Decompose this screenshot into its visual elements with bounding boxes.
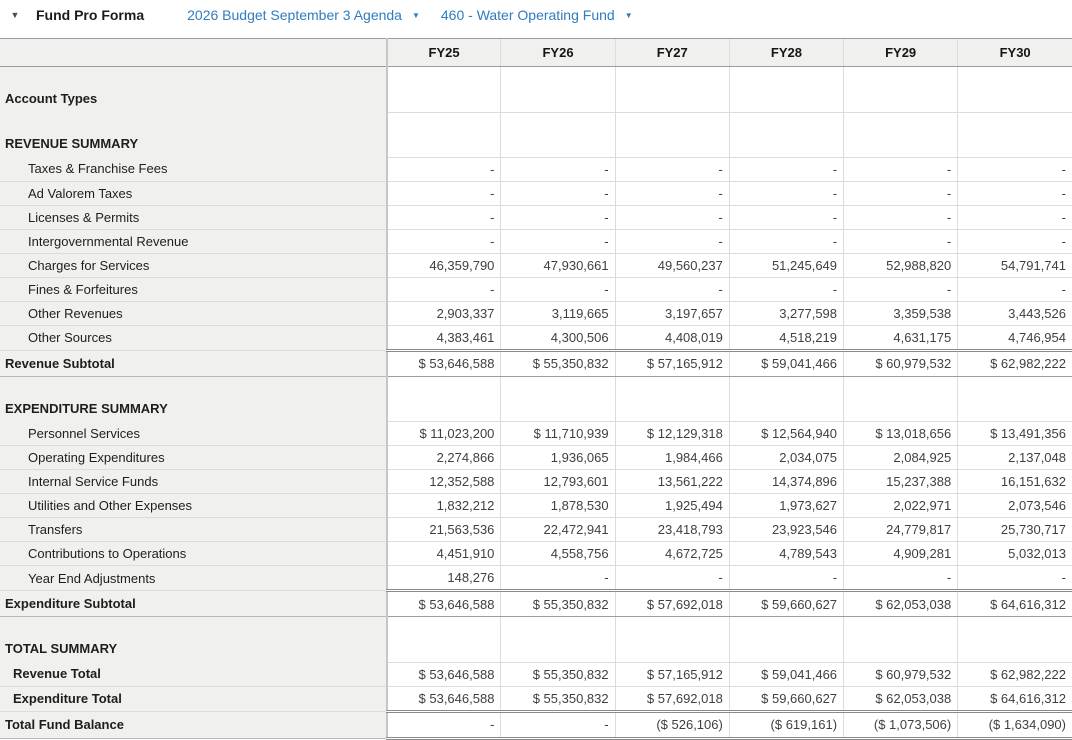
row-label-cell: EXPENDITURE SUMMARY: [0, 376, 387, 422]
table-row-expenditure-subtotal: [0, 591, 1072, 617]
value-cell: [844, 617, 958, 663]
row-label-cell: Account Types: [0, 67, 387, 113]
column-header-fy25: FY25: [387, 39, 501, 67]
value-cell: 52,988,820: [844, 253, 958, 277]
value-cell: $ 53,646,588: [387, 350, 501, 376]
value-cell: 5,032,013: [958, 542, 1072, 566]
value-cell: -: [729, 277, 843, 301]
value-cell: 54,791,741: [958, 253, 1072, 277]
row-label-cell: Taxes & Franchise Fees: [0, 157, 387, 181]
value-cell: 4,672,725: [615, 542, 729, 566]
table-row-expenditure-summary: [0, 376, 1072, 422]
value-cell: 4,518,219: [729, 325, 843, 350]
value-cell: 14,374,896: [729, 470, 843, 494]
value-cell: $ 53,646,588: [387, 686, 501, 711]
row-label-cell: Ad Valorem Taxes: [0, 181, 387, 205]
value-cell: $ 55,350,832: [501, 686, 615, 711]
value-cell: 4,746,954: [958, 325, 1072, 350]
value-cell: -: [844, 566, 958, 591]
row-label-cell: Other Sources: [0, 325, 387, 350]
value-cell: [844, 67, 958, 113]
value-cell: -: [387, 229, 501, 253]
table-row-contributions-to-operations: [0, 542, 1072, 566]
value-cell: 23,418,793: [615, 518, 729, 542]
value-cell: -: [615, 181, 729, 205]
row-label-cell: Total Fund Balance: [0, 711, 387, 738]
table-row-ad-valorem-taxes: [0, 181, 1072, 205]
value-cell: [387, 376, 501, 422]
value-cell: $ 59,660,627: [729, 686, 843, 711]
table-row-revenue-summary: [0, 112, 1072, 157]
value-cell: 3,119,665: [501, 301, 615, 325]
value-cell: 23,923,546: [729, 518, 843, 542]
table-row-transfers: [0, 518, 1072, 542]
value-cell: [387, 67, 501, 113]
table-row-fines-forfeitures: [0, 277, 1072, 301]
column-header-row: [0, 39, 1072, 67]
value-cell: $ 62,982,222: [958, 662, 1072, 686]
row-label-cell: Revenue Total: [0, 662, 387, 686]
value-cell: $ 11,710,939: [501, 422, 615, 446]
value-cell: [501, 112, 615, 157]
value-cell: -: [615, 205, 729, 229]
value-cell: 4,789,543: [729, 542, 843, 566]
row-label-cell: Personnel Services: [0, 422, 387, 446]
page-title: Fund Pro Forma: [36, 7, 145, 23]
value-cell: 2,137,048: [958, 446, 1072, 470]
value-cell: $ 60,979,532: [844, 350, 958, 376]
value-cell: [615, 617, 729, 663]
value-cell: -: [387, 277, 501, 301]
value-cell: -: [958, 181, 1072, 205]
column-header-fy28: FY28: [729, 39, 843, 67]
value-cell: 3,443,526: [958, 301, 1072, 325]
value-cell: -: [958, 205, 1072, 229]
value-cell: $ 59,041,466: [729, 662, 843, 686]
value-cell: $ 57,692,018: [615, 591, 729, 617]
value-cell: ($ 619,161): [729, 711, 843, 738]
row-label-cell: Utilities and Other Expenses: [0, 494, 387, 518]
value-cell: $ 55,350,832: [501, 591, 615, 617]
value-cell: 3,359,538: [844, 301, 958, 325]
row-label-cell: Other Revenues: [0, 301, 387, 325]
value-cell: 22,472,941: [501, 518, 615, 542]
value-cell: $ 62,982,222: [958, 350, 1072, 376]
value-cell: -: [501, 229, 615, 253]
value-cell: 2,084,925: [844, 446, 958, 470]
value-cell: 24,779,817: [844, 518, 958, 542]
value-cell: $ 55,350,832: [501, 662, 615, 686]
table-row-utilities-and-other-expenses: [0, 494, 1072, 518]
value-cell: 2,022,971: [844, 494, 958, 518]
value-cell: 12,793,601: [501, 470, 615, 494]
value-cell: -: [615, 277, 729, 301]
row-label-cell: Expenditure Subtotal: [0, 591, 387, 617]
value-cell: -: [958, 157, 1072, 181]
value-cell: $ 11,023,200: [387, 422, 501, 446]
value-cell: 148,276: [387, 566, 501, 591]
column-header-fy29: FY29: [844, 39, 958, 67]
value-cell: 4,408,019: [615, 325, 729, 350]
toolbar: [0, 0, 1072, 38]
value-cell: -: [615, 229, 729, 253]
value-cell: -: [615, 157, 729, 181]
value-cell: -: [387, 205, 501, 229]
value-cell: ($ 1,073,506): [844, 711, 958, 738]
table-row-revenue-total: [0, 662, 1072, 686]
value-cell: 3,197,657: [615, 301, 729, 325]
budget-version-dropdown-label: 2026 Budget September 3 Agenda: [187, 7, 402, 23]
value-cell: 49,560,237: [615, 253, 729, 277]
row-label-cell: Revenue Subtotal: [0, 350, 387, 376]
table-row-charges-for-services: [0, 253, 1072, 277]
value-cell: [729, 376, 843, 422]
value-cell: 4,909,281: [844, 542, 958, 566]
value-cell: $ 53,646,588: [387, 662, 501, 686]
value-cell: 1,936,065: [501, 446, 615, 470]
row-label-cell: Year End Adjustments: [0, 566, 387, 591]
value-cell: [958, 112, 1072, 157]
value-cell: -: [615, 566, 729, 591]
value-cell: [729, 617, 843, 663]
value-cell: -: [958, 277, 1072, 301]
value-cell: $ 13,491,356: [958, 422, 1072, 446]
value-cell: -: [844, 205, 958, 229]
value-cell: $ 55,350,832: [501, 350, 615, 376]
row-label-cell: Licenses & Permits: [0, 205, 387, 229]
value-cell: 1,878,530: [501, 494, 615, 518]
value-cell: $ 64,616,312: [958, 591, 1072, 617]
table-row-account-types: [0, 67, 1072, 113]
value-cell: [844, 376, 958, 422]
value-cell: 2,274,866: [387, 446, 501, 470]
value-cell: 1,832,212: [387, 494, 501, 518]
table-row-taxes-franchise-fees: [0, 157, 1072, 181]
column-header-fy26: FY26: [501, 39, 615, 67]
row-label-cell: Fines & Forfeitures: [0, 277, 387, 301]
value-cell: [387, 112, 501, 157]
value-cell: 2,034,075: [729, 446, 843, 470]
row-label-cell: Transfers: [0, 518, 387, 542]
value-cell: 12,352,588: [387, 470, 501, 494]
value-cell: 1,925,494: [615, 494, 729, 518]
fund-dropdown[interactable]: [441, 5, 633, 26]
budget-version-dropdown[interactable]: [187, 5, 420, 26]
table-row-year-end-adjustments: [0, 566, 1072, 591]
value-cell: 3,277,598: [729, 301, 843, 325]
value-cell: $ 62,053,038: [844, 686, 958, 711]
value-cell: -: [844, 229, 958, 253]
value-cell: 1,984,466: [615, 446, 729, 470]
value-cell: -: [501, 181, 615, 205]
value-cell: 4,300,506: [501, 325, 615, 350]
value-cell: $ 59,041,466: [729, 350, 843, 376]
value-cell: [958, 67, 1072, 113]
value-cell: -: [844, 181, 958, 205]
table-row-licenses-permits: [0, 205, 1072, 229]
value-cell: $ 12,564,940: [729, 422, 843, 446]
value-cell: -: [501, 157, 615, 181]
value-cell: 4,631,175: [844, 325, 958, 350]
table-row-expenditure-total: [0, 686, 1072, 711]
value-cell: -: [729, 157, 843, 181]
value-cell: $ 57,692,018: [615, 686, 729, 711]
value-cell: [958, 376, 1072, 422]
value-cell: [501, 376, 615, 422]
column-header-fy30: FY30: [958, 39, 1072, 67]
table-row-revenue-subtotal: [0, 350, 1072, 376]
value-cell: -: [844, 157, 958, 181]
value-cell: 4,383,461: [387, 325, 501, 350]
value-cell: -: [729, 205, 843, 229]
collapse-caret-down-icon[interactable]: ▼: [10, 10, 20, 20]
caret-down-icon: ▼: [624, 11, 633, 20]
value-cell: [501, 617, 615, 663]
value-cell: -: [501, 277, 615, 301]
value-cell: -: [387, 181, 501, 205]
row-label-cell: Charges for Services: [0, 253, 387, 277]
value-cell: [501, 67, 615, 113]
value-cell: -: [387, 711, 501, 738]
value-cell: $ 59,660,627: [729, 591, 843, 617]
fund-dropdown-label: 460 - Water Operating Fund: [440, 7, 615, 23]
value-cell: $ 57,165,912: [615, 350, 729, 376]
table-row-total-summary: [0, 617, 1072, 663]
value-cell: 16,151,632: [958, 470, 1072, 494]
value-cell: -: [729, 229, 843, 253]
value-cell: $ 13,018,656: [844, 422, 958, 446]
value-cell: 4,558,756: [501, 542, 615, 566]
value-cell: -: [958, 229, 1072, 253]
row-label-cell: Intergovernmental Revenue: [0, 229, 387, 253]
row-label-cell: Internal Service Funds: [0, 470, 387, 494]
value-cell: -: [501, 711, 615, 738]
value-cell: -: [501, 566, 615, 591]
value-cell: $ 57,165,912: [615, 662, 729, 686]
corner-header-cell: [0, 39, 387, 67]
value-cell: 2,903,337: [387, 301, 501, 325]
value-cell: $ 60,979,532: [844, 662, 958, 686]
value-cell: -: [729, 181, 843, 205]
value-cell: [615, 67, 729, 113]
value-cell: -: [387, 157, 501, 181]
value-cell: 21,563,536: [387, 518, 501, 542]
fund-pro-forma-table: [0, 38, 1072, 740]
value-cell: 51,245,649: [729, 253, 843, 277]
table-row-internal-service-funds: [0, 470, 1072, 494]
row-label-cell: Operating Expenditures: [0, 446, 387, 470]
value-cell: ($ 526,106): [615, 711, 729, 738]
table-row-intergovernmental-revenue: [0, 229, 1072, 253]
value-cell: 25,730,717: [958, 518, 1072, 542]
row-label-cell: TOTAL SUMMARY: [0, 617, 387, 663]
value-cell: $ 12,129,318: [615, 422, 729, 446]
value-cell: [615, 112, 729, 157]
table-row-operating-expenditures: [0, 446, 1072, 470]
row-label-cell: Contributions to Operations: [0, 542, 387, 566]
table-row-other-revenues: [0, 301, 1072, 325]
value-cell: 1,973,627: [729, 494, 843, 518]
value-cell: 47,930,661: [501, 253, 615, 277]
value-cell: -: [501, 205, 615, 229]
table-row-total-fund-balance: [0, 711, 1072, 738]
value-cell: 2,073,546: [958, 494, 1072, 518]
row-label-cell: REVENUE SUMMARY: [0, 112, 387, 157]
value-cell: [387, 617, 501, 663]
value-cell: [729, 112, 843, 157]
row-label-cell: Expenditure Total: [0, 686, 387, 711]
value-cell: -: [844, 277, 958, 301]
value-cell: $ 64,616,312: [958, 686, 1072, 711]
value-cell: [729, 67, 843, 113]
table-row-personnel-services: [0, 422, 1072, 446]
table-row-other-sources: [0, 325, 1072, 350]
value-cell: 15,237,388: [844, 470, 958, 494]
value-cell: ($ 1,634,090): [958, 711, 1072, 738]
value-cell: $ 62,053,038: [844, 591, 958, 617]
value-cell: [615, 376, 729, 422]
value-cell: [958, 617, 1072, 663]
value-cell: $ 53,646,588: [387, 591, 501, 617]
column-header-fy27: FY27: [615, 39, 729, 67]
value-cell: [844, 112, 958, 157]
value-cell: -: [729, 566, 843, 591]
value-cell: 13,561,222: [615, 470, 729, 494]
value-cell: 4,451,910: [387, 542, 501, 566]
value-cell: -: [958, 566, 1072, 591]
caret-down-icon: ▼: [411, 11, 420, 20]
value-cell: 46,359,790: [387, 253, 501, 277]
